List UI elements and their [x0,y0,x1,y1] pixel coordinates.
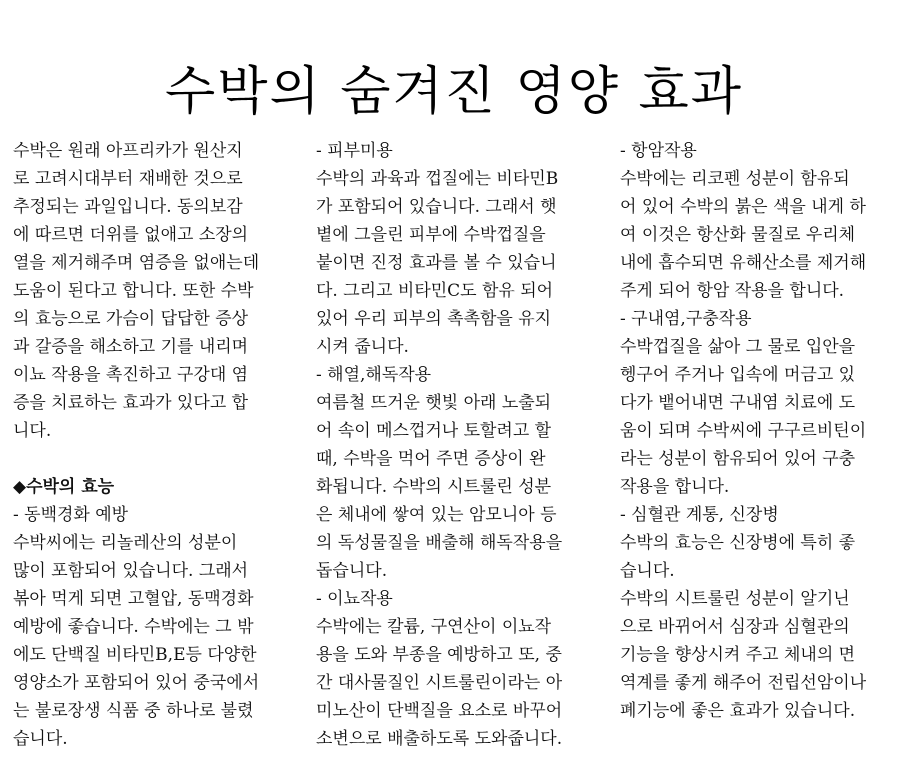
text-line: 습니다. [13,729,68,749]
text-line: 다. 그리고 비타민C도 함유 되어 [316,281,554,301]
text-line: 수박의 과육과 껍질에는 비타민B [316,169,559,189]
text-line: 여름철 뜨거운 햇빛 아래 노출되 [316,393,552,413]
text-line: 간 대사물질인 시트룰린이라는 아 [316,673,563,693]
text-line: 용을 도와 부종을 예방하고 또, 중 [316,645,562,665]
text-line: 많이 포함되어 있습니다. 그래서 [13,561,249,581]
text-line: 기능을 향상시켜 주고 체내의 면 [620,645,856,665]
text-line: 역계를 좋게 해주어 전립선암이나 [620,673,867,693]
text-line: 증을 치료하는 효과가 있다고 합 [13,393,249,413]
text-line: 는 불로장생 식품 중 하나로 불렸 [13,701,254,721]
text-line: 헹구어 주거나 입속에 머금고 있 [620,365,856,385]
text-line: 수박에는 리코펜 성분이 함유되 [620,169,850,189]
text-line: 수박은 원래 아프리카가 원산지 [13,141,243,161]
subsection-heading: - 해열,해독작용 [316,365,432,385]
text-line: 도움이 된다고 합니다. 또한 수박 [13,281,254,301]
text-line: 어 있어 수박의 붉은 색을 내게 하 [620,197,866,217]
text-line: 니다. [13,421,52,441]
text-line: 이뇨 작용을 촉진하고 구강대 염 [13,365,249,385]
text-line: 수박의 시트룰린 성분이 알기닌 [620,589,850,609]
text-line: 볶아 먹게 되면 고혈압, 동맥경화 [13,589,254,609]
text-line: 에 따르면 더위를 없애고 소장의 [13,225,249,245]
subsection-heading: - 항암작용 [620,141,697,161]
text-line: 수박의 효능은 신장병에 특히 좋 [620,533,856,553]
text-line: 로 고려시대부터 재배한 것으로 [13,169,243,189]
text-line: 볕에 그을린 피부에 수박껍질을 [316,225,546,245]
text-line: 가 포함되어 있습니다. 그래서 햇 [316,197,557,217]
text-line: 의 효능으로 가슴이 답답한 증상 [13,309,249,329]
text-line: 붙이면 진정 효과를 볼 수 있습니 [316,253,557,273]
text-line: 있어 우리 피부의 촉촉함을 유지 [316,309,552,329]
text-line: 라는 성분이 함유되어 있어 구충 [620,449,856,469]
text-line: 영양소가 포함되어 있어 중국에서 [13,673,260,693]
text-line: 은 체내에 쌓여 있는 암모니아 등 [316,505,557,525]
text-line: 예방에 좋습니다. 수박에는 그 밖 [13,617,254,637]
subsection-heading: - 심혈관 계통, 신장병 [620,505,779,525]
text-line: 추정되는 과일입니다. 동의보감 [13,197,243,217]
text-line: 시켜 줍니다. [316,337,409,357]
section-heading: ◆수박의 효능 [13,477,115,497]
text-line: 미노산이 단백질을 요소로 바꾸어 [316,701,563,721]
subsection-heading: - 피부미용 [316,141,393,161]
page-title: 수박의 숨겨진 영양 효과 [165,61,743,122]
text-line: 여 이것은 항산화 물질로 우리체 [620,225,856,245]
article-column-3 [620,137,892,725]
subsection-heading: - 구내염,구충작용 [620,309,752,329]
text-line: 움이 되며 수박씨에 구구르비틴이 [620,421,867,441]
text-line: 작용을 합니다. [620,477,730,497]
subsection-heading: - 이뇨작용 [316,589,393,609]
text-line: 어 속이 메스껍거나 토할려고 할 [316,421,552,441]
text-line: 내에 흡수되면 유해산소를 제거해 [620,253,867,273]
text-line: 화됩니다. 수박의 시트룰린 성분 [316,477,552,497]
text-line: 으로 바뀌어서 심장과 심혈관의 [620,617,850,637]
text-line: 열을 제거해주며 염증을 없애는데 [13,253,260,273]
text-line: 과 갈증을 해소하고 기를 내리며 [13,337,249,357]
blank-line [13,445,285,473]
text-line: 수박껍질을 삶아 그 물로 입안을 [620,337,856,357]
text-line: 소변으로 배출하도록 도와줍니다. [316,729,563,749]
text-line: 다가 뱉어내면 구내염 치료에 도 [620,393,856,413]
text-line: 의 독성물질을 배출해 해독작용을 [316,533,563,553]
subsection-heading: - 동백경화 예방 [13,505,129,525]
text-line: 주게 되어 항암 작용을 합니다. [620,281,845,301]
article-column-1 [13,137,285,753]
text-line: 에도 단백질 비타민B,E등 다양한 [13,645,257,665]
text-line: 수박에는 칼륨, 구연산이 이뇨작 [316,617,552,637]
text-line: 폐기능에 좋은 효과가 있습니다. [620,701,856,721]
article-column-2 [316,137,588,753]
text-line: 습니다. [620,561,675,581]
text-line: 수박씨에는 리놀레산의 성분이 [13,533,238,553]
text-line: 때, 수박을 먹어 주면 증상이 완 [316,449,546,469]
text-line: 돕습니다. [316,561,388,581]
